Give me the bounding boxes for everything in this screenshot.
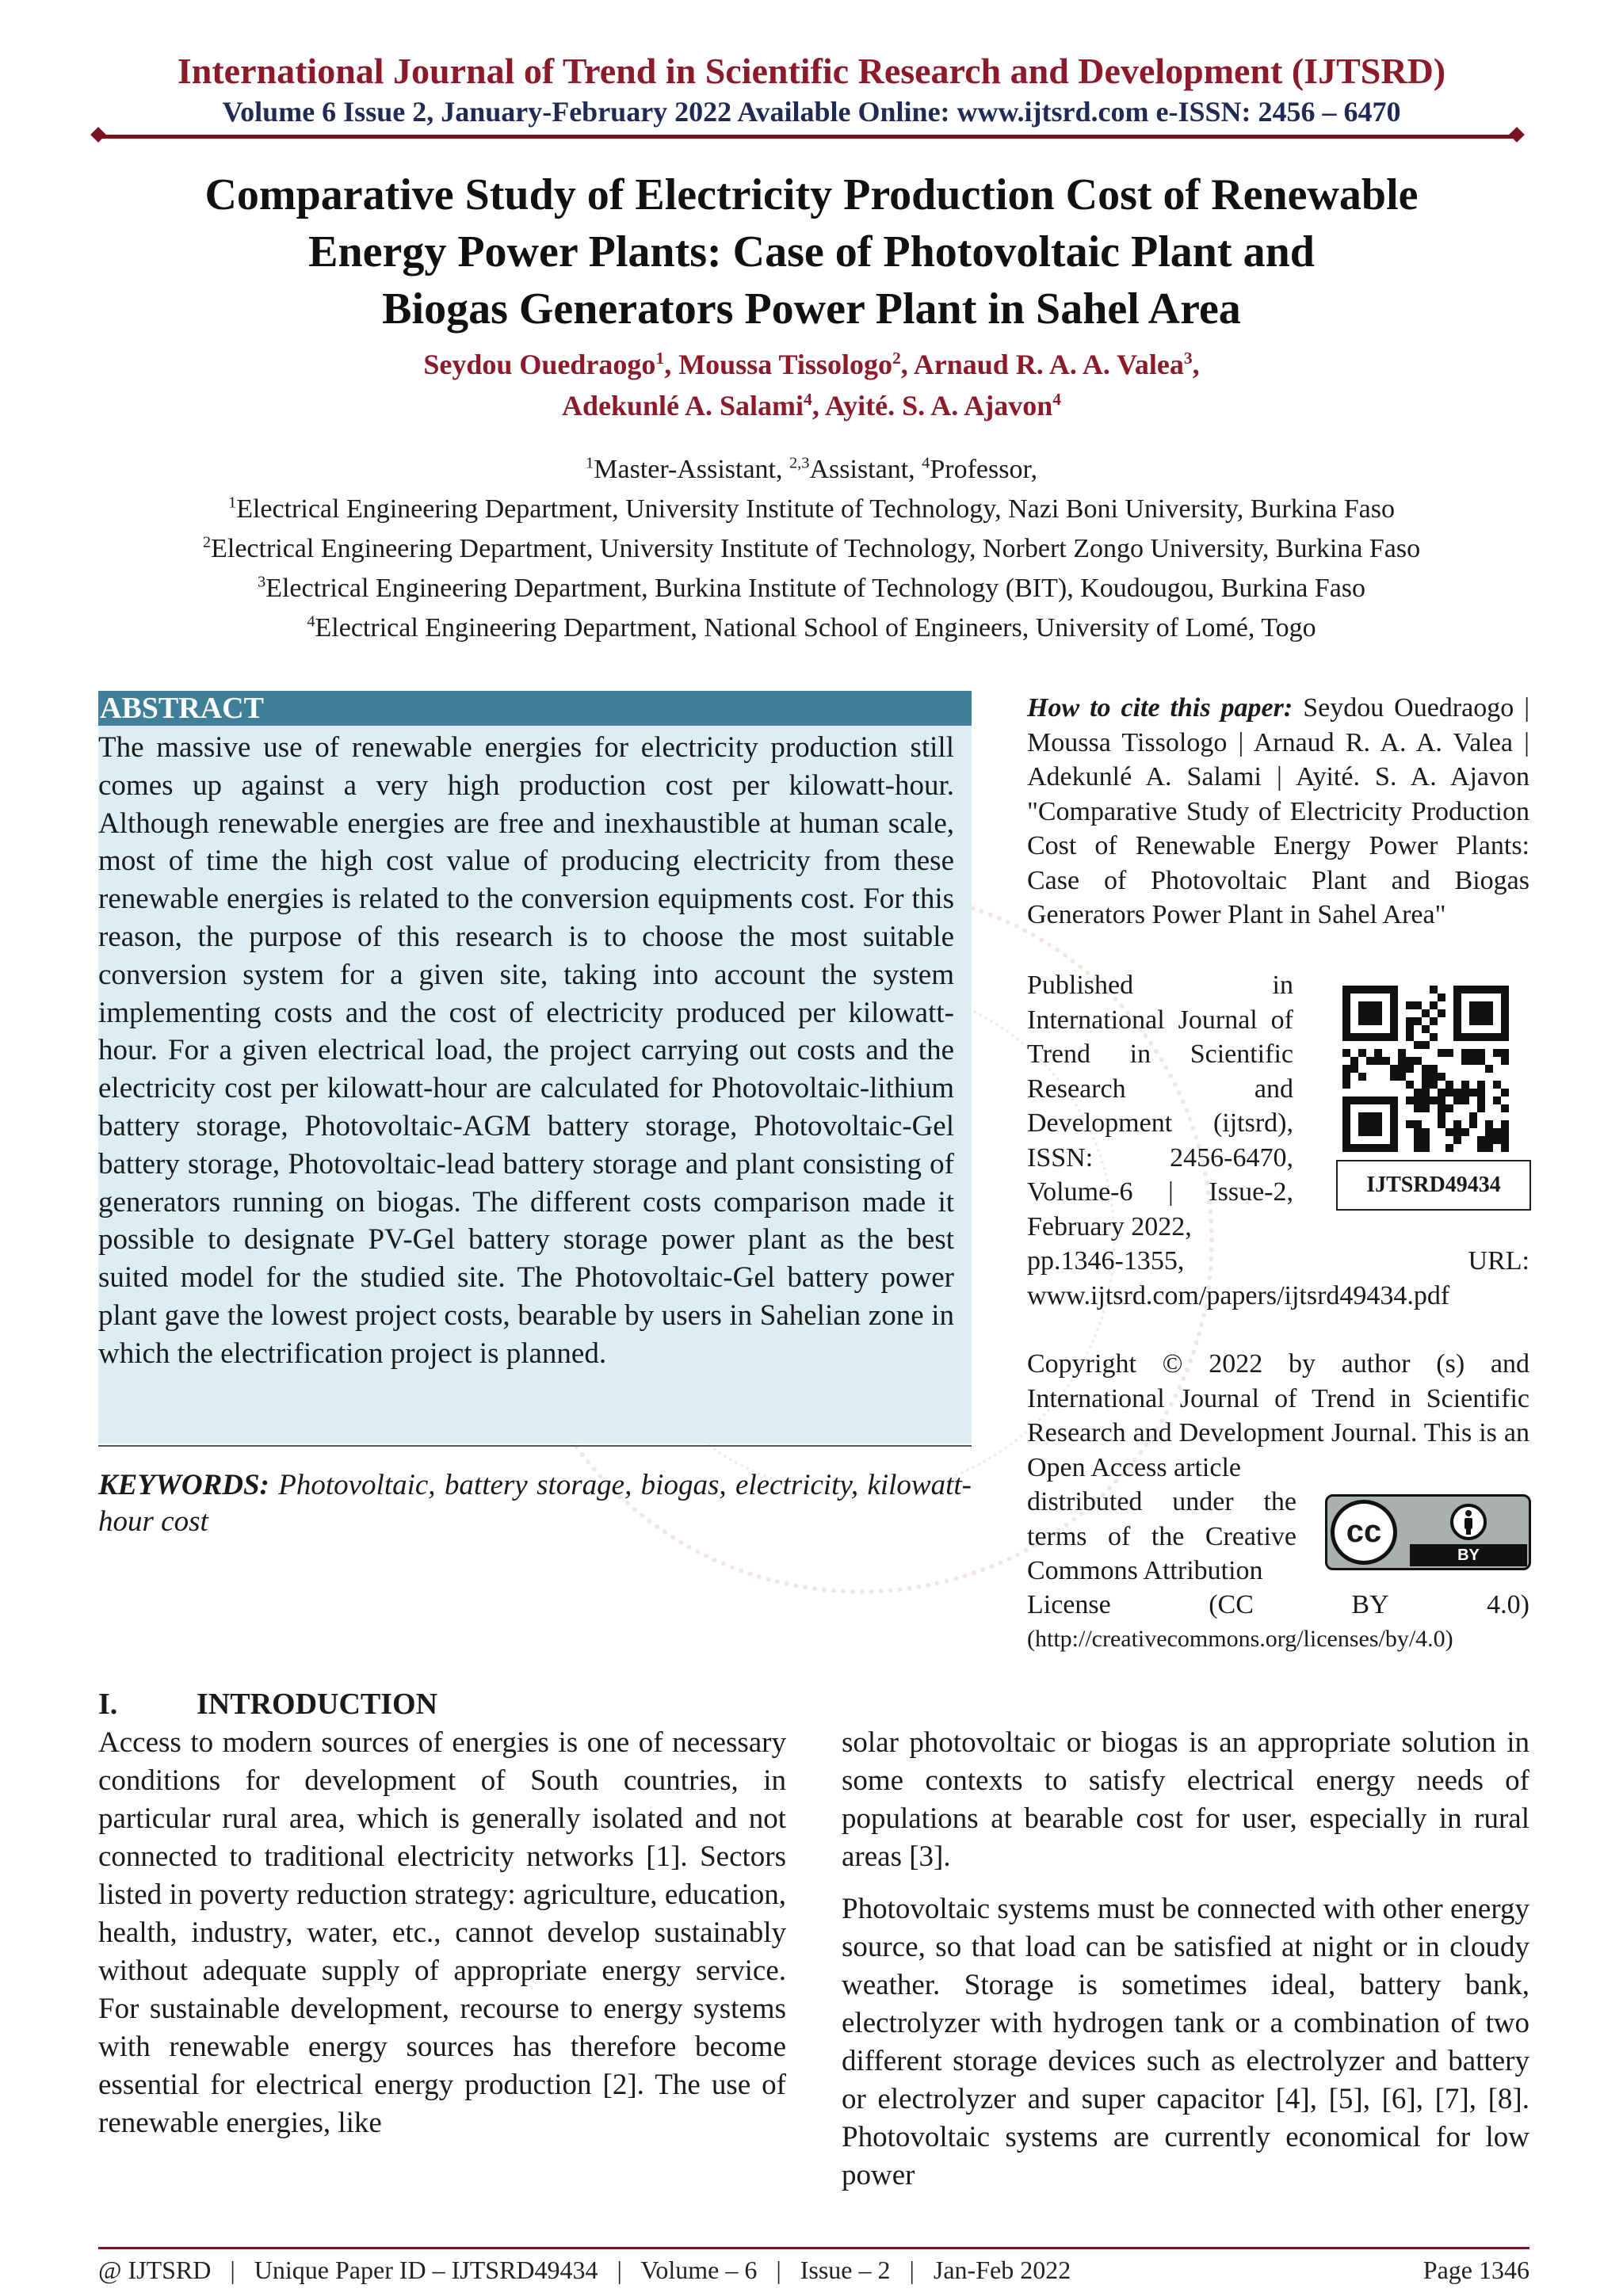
- citation-url[interactable]: www.ijtsrd.com/papers/ijtsrd49434.pdf: [1027, 1281, 1450, 1310]
- copyright-text: Copyright © 2022 by author (s) and International Journal of Trend in Scientific Research and Development Journal. This is an Open Access article: [1027, 1349, 1529, 1482]
- cc-by-label: BY: [1410, 1544, 1527, 1566]
- citation-block: [1027, 691, 1529, 933]
- page-number: Page 1346: [1423, 2256, 1529, 2284]
- affiliation-3: $^3$Electrical Engineering Department, Burkina Institute of Technology (BIT), Koudougou, Burkina Faso: [257, 573, 1366, 603]
- page-footer: [98, 2252, 1529, 2288]
- license-line: License (CC BY 4.0): [1027, 1590, 1529, 1619]
- intro-left-column: Access to modern sources of energies is one of necessary conditions for development of South countries, in particular rural area, which is generally isolated and not connected to traditional electricity networks [1]. Sectors listed in poverty reduction strategy: agriculture, education, health, industry, water, etc., cannot develop sustainably without adequate supply of appropriate energy service. For sustainable development, recourse to energy systems with renewable energy sources has therefore become essential for electrical energy production [2]. The use of renewable energies, like: [98, 1726, 786, 2139]
- license-url[interactable]: (http://creativecommons.org/licenses/by/4.0): [1027, 1626, 1453, 1652]
- section-heading-introduction: I. INTRODUCTION: [98, 1688, 438, 1721]
- abstract-text: The massive use of renewable energies for electricity production still comes up against a very high production cost per kilowatt-hour. Although renewable energies are free and inexhaustible at human scale, most of time the high cost value of producing electricity from these renewable energies is related to the conversion equipments cost. For this reason, the purpose of this research is to choose the most suitable conversion system for a given site, taking into account the system implementing costs and the cost of electricity produced per kilowatt-hour. For a given electrical load, the project carrying out costs and the electricity cost per kilowatt-hour are calculated for Photovoltaic-lithium battery storage, Photovoltaic-AGM battery storage, Photovoltaic-Gel battery storage, Photovoltaic-lead battery storage and plant consisting of generators running on biogas. The different costs comparison made it possible to designate PV-Gel battery storage power plant as the best suited model for the studied site. The Photovoltaic-Gel battery power plant gave the lowest project costs, bearable by users in Sahelian zone in which the electrification project is planned.: [98, 731, 954, 1370]
- header-rule: [98, 135, 1517, 139]
- citation-label: How to cite this paper:: [1027, 693, 1293, 723]
- keywords: KEYWORDS: Photovoltaic, battery storage, biogas, electricity, kilowatt-hour cost: [98, 1469, 972, 1538]
- copyright-distribution: distributed under the terms of the Creative Commons Attribution: [1027, 1487, 1296, 1585]
- journal-title: International Journal of Trend in Scientific Research and Development (IJTSRD): [177, 51, 1446, 91]
- intro-right-paragraph-1: solar photovoltaic or biogas is an appropriate solution in some contexts to satisfy electrical energy needs of populations at bearable cost for user, especially in rural areas [3].: [842, 1726, 1529, 1873]
- abstract-heading: ABSTRACT: [98, 691, 972, 726]
- paper-id-badge: IJTSRD49434: [1336, 1160, 1531, 1211]
- author-list: Seydou Ouedraogo$^1$, Moussa Tissologo$^2$, Arnaud R. A. A. Valea$^3$, Adekunlé A. Salami$^4$, Ayité. S. A. Ajavon$^4$: [423, 349, 1200, 421]
- person-icon: [1410, 1503, 1527, 1541]
- citation-publication: Published in International Journal of Trend in Scientific Research and Development (ijtsrd), ISSN: 2456-6470, Volume-6 | Issue-2, February 2022,: [1027, 971, 1293, 1241]
- affiliations: [48, 450, 1575, 648]
- affiliation-4: $^4$Electrical Engineering Department, National School of Engineers, University of Lomé, Togo: [307, 612, 1316, 643]
- paper-title: Comparative Study of Electricity Production Cost of Renewable Energy Power Plants: Case of Photovoltaic Plant and Biogas Generators Power Plant in Sahel Area: [204, 170, 1419, 334]
- cc-by-license-badge: [1325, 1494, 1531, 1570]
- intro-right-paragraph-2: Photovoltaic systems must be connected with other energy source, so that load can be satisfied at night or in cloudy weather. Storage is sometimes ideal, battery bank, electrolyzer with hydrogen tank or a combination of two different storage devices such as electrolyzer and battery or electrolyzer and super capacitor [4], [5], [6], [7], [8]. Photovoltaic systems are currently economical for low power: [842, 1893, 1529, 2191]
- affiliation-2: $^2$Electrical Engineering Department, University Institute of Technology, Norbert Zongo University, Burkina Faso: [202, 533, 1421, 563]
- author-roles: $^1$Master-Assistant, $^{2,3}$Assistant, $^4$Professor,: [586, 454, 1037, 484]
- footer-rule: [98, 2247, 1529, 2249]
- footer-info: @ IJTSRD | Unique Paper ID – IJTSRD49434 | Volume – 6 | Issue – 2 | Jan-Feb 2022: [98, 2256, 1071, 2284]
- qr-code-icon: [1342, 986, 1509, 1152]
- journal-issue-info: Volume 6 Issue 2, January-February 2022 Available Online: www.ijtsrd.com e-ISSN: 2456 – 6470: [222, 96, 1401, 128]
- qr-code: [1342, 986, 1509, 1152]
- abstract-divider: [98, 1445, 972, 1447]
- citation-pages: pp.1346-1355, URL:: [1027, 1246, 1529, 1276]
- cc-icon: cc: [1331, 1500, 1397, 1565]
- affiliation-1: $^1$Electrical Engineering Department, University Institute of Technology, Nazi Boni University, Burkina Faso: [228, 494, 1395, 524]
- citation-text: Seydou Ouedraogo | Moussa Tissologo | Arnaud R. A. A. Valea | Adekunlé A. Salami | Ayité. S. A. Ajavon "Comparative Study of Electricity Production Cost of Renewable Energy Power Plants: Case of Photovoltaic Plant and Biogas Generators Power Plant in Sahel Area": [1027, 693, 1529, 929]
